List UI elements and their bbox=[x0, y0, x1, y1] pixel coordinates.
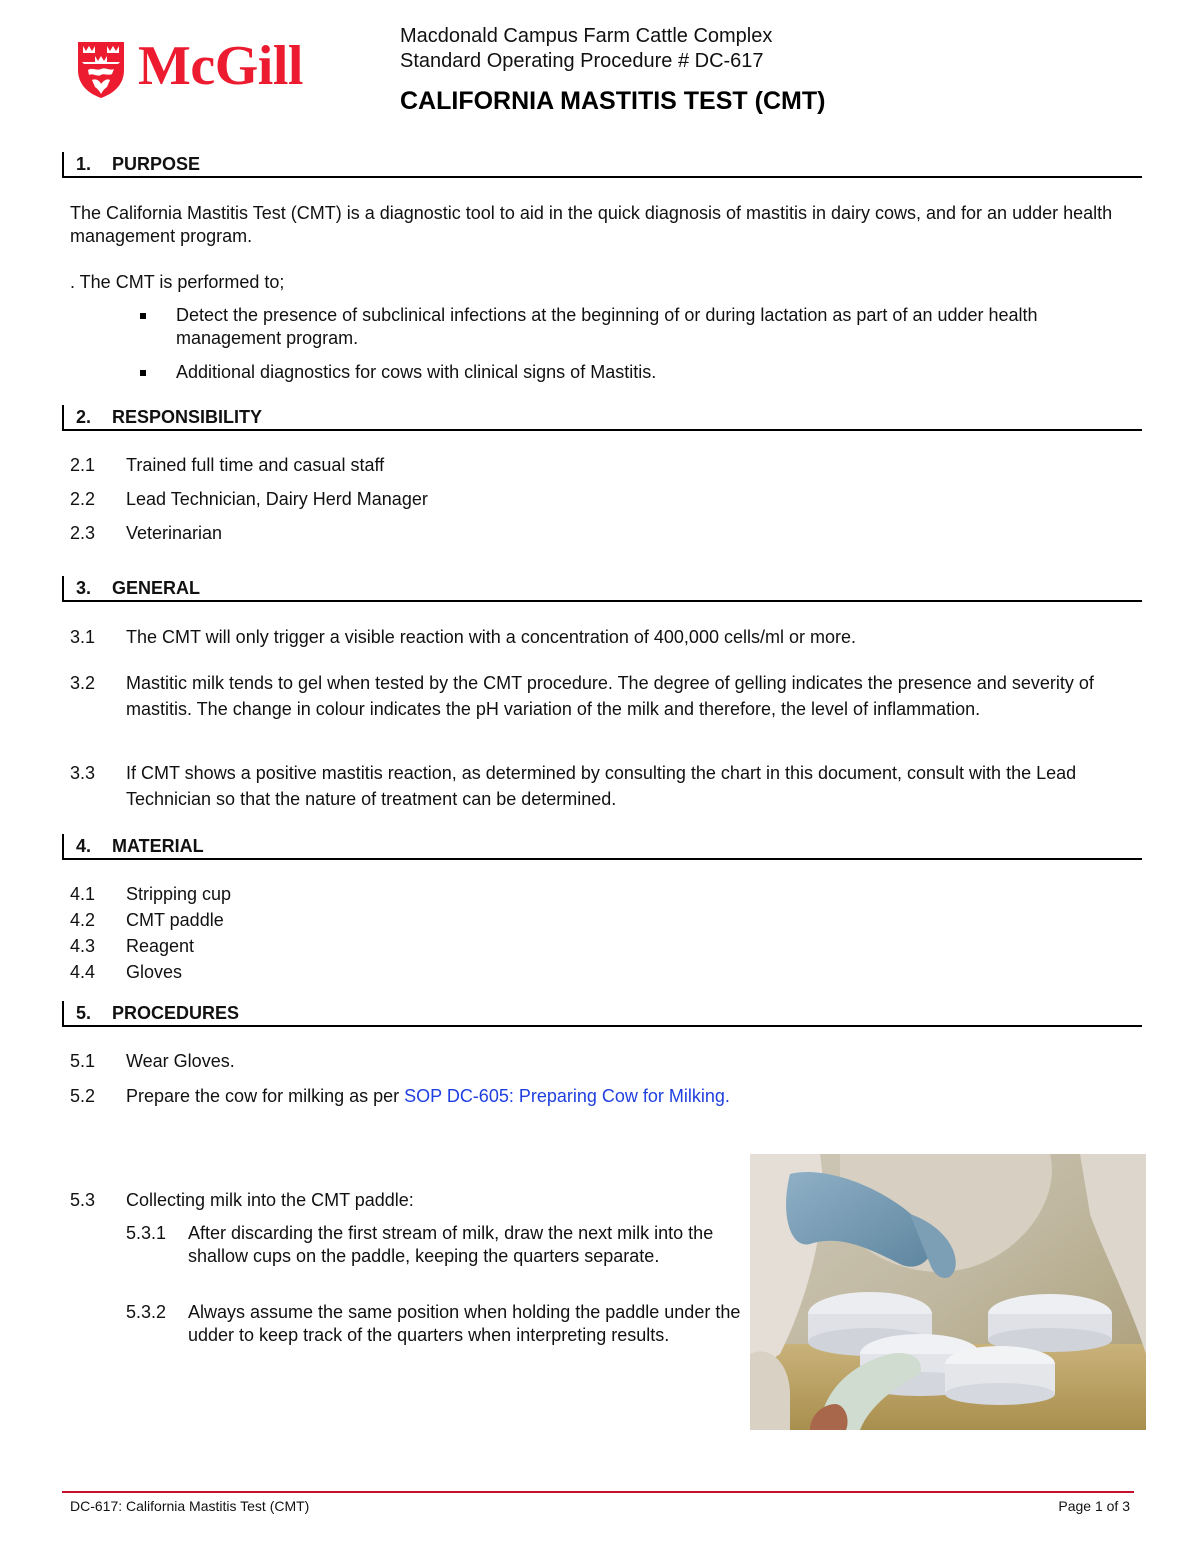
mcgill-logo bbox=[76, 35, 336, 102]
item-text: The CMT will only trigger a visible reaction with a concentration of 400,000 cells/ml or more. bbox=[126, 627, 856, 647]
mcgill-shield-icon bbox=[76, 40, 126, 100]
list-item bbox=[70, 907, 1130, 933]
footer-page-number: Page 1 of 3 bbox=[1058, 1498, 1130, 1514]
section-heading-responsibility bbox=[62, 405, 1142, 431]
item-text: Reagent bbox=[126, 936, 195, 956]
item-number: 2.1 bbox=[70, 455, 96, 475]
item-number: 2.2 bbox=[70, 489, 96, 509]
item-text: Always assume the same position when holding the paddle under the udder to keep track of the quarters when interpreting results. bbox=[188, 1302, 741, 1345]
section-heading-general bbox=[62, 576, 1142, 602]
item-text: CMT paddle bbox=[126, 910, 224, 930]
list-item bbox=[70, 959, 1130, 985]
item-number: 5.3.1 bbox=[126, 1223, 167, 1243]
section-heading-material bbox=[62, 834, 1142, 860]
list-item bbox=[70, 881, 1130, 907]
item-number: 3.2 bbox=[70, 673, 96, 693]
item-number: 2.3 bbox=[70, 523, 96, 543]
item-text: Collecting milk into the CMT paddle: bbox=[126, 1190, 414, 1210]
item-text bbox=[126, 1083, 1126, 1109]
section-label: PROCEDURES bbox=[112, 1003, 240, 1023]
list-item bbox=[70, 670, 1130, 748]
list-item bbox=[70, 486, 1130, 512]
list-item bbox=[70, 760, 1130, 812]
section-label: RESPONSIBILITY bbox=[112, 407, 263, 427]
item-text: If CMT shows a positive mastitis reaction, as determined by consulting the chart in this document, consult with the Lead Technician so that the nature of treatment can be determined. bbox=[126, 763, 1077, 809]
item-text: Wear Gloves. bbox=[126, 1051, 235, 1071]
document-title: CALIFORNIA MASTITIS TEST (CMT) bbox=[400, 87, 826, 115]
section-number: 4. bbox=[76, 836, 92, 856]
sub-list-item bbox=[126, 1222, 746, 1292]
cmt-paddle-photo bbox=[750, 1154, 1146, 1430]
logo-wordmark: McGill bbox=[138, 35, 303, 97]
sub-list-item bbox=[126, 1301, 746, 1371]
list-item bbox=[70, 933, 1130, 959]
list-item bbox=[70, 520, 1130, 546]
sop-dc-605-link[interactable]: SOP DC-605: Preparing Cow for Milking. bbox=[404, 1086, 730, 1106]
section-label: GENERAL bbox=[112, 578, 201, 598]
section-label: MATERIAL bbox=[112, 836, 204, 856]
cmt-paddle-illustration bbox=[750, 1154, 1146, 1430]
footer-document-id: DC-617: California Mastitis Test (CMT) bbox=[70, 1498, 310, 1514]
section-heading-purpose bbox=[62, 152, 1142, 178]
item-number: 3.1 bbox=[70, 627, 96, 647]
list-item bbox=[70, 452, 1130, 478]
section-number: 5. bbox=[76, 1003, 92, 1023]
list-item bbox=[70, 1048, 1130, 1074]
item-text: Gloves bbox=[126, 962, 183, 982]
bullet-text: Detect the presence of subclinical infections at the beginning of or during lactation as part of an udder health management program. bbox=[176, 305, 1038, 348]
section-number: 2. bbox=[76, 407, 92, 427]
header-organization: Macdonald Campus Farm Cattle Complex bbox=[400, 25, 773, 47]
section-number: 1. bbox=[76, 154, 92, 174]
item-number: 5.3 bbox=[70, 1190, 96, 1210]
item-number: 4.2 bbox=[70, 910, 96, 930]
item-number: 3.3 bbox=[70, 763, 96, 783]
header-sop-number: Standard Operating Procedure # DC-617 bbox=[400, 50, 764, 72]
bullet-icon bbox=[140, 313, 146, 319]
section-number: 3. bbox=[76, 578, 92, 598]
item-text: After discarding the first stream of milk, draw the next milk into the shallow cups on the paddle, keeping the quarters separate. bbox=[188, 1223, 714, 1266]
item-text-prefix: Prepare the cow for milking as per bbox=[126, 1086, 405, 1106]
item-number: 4.4 bbox=[70, 962, 96, 982]
item-text: Stripping cup bbox=[126, 884, 232, 904]
item-number: 4.3 bbox=[70, 936, 96, 956]
item-text: Lead Technician, Dairy Herd Manager bbox=[126, 489, 428, 509]
item-text: Veterinarian bbox=[126, 523, 223, 543]
section-heading-procedures bbox=[62, 1001, 1142, 1027]
item-number: 4.1 bbox=[70, 884, 96, 904]
bullet-text: Additional diagnostics for cows with clinical signs of Mastitis. bbox=[176, 362, 657, 382]
bullet-icon bbox=[140, 370, 146, 376]
item-number: 5.3.2 bbox=[126, 1302, 167, 1322]
item-text: Trained full time and casual staff bbox=[126, 455, 385, 475]
purpose-intro: . The CMT is performed to; bbox=[70, 272, 285, 292]
item-text: Mastitic milk tends to gel when tested by the CMT procedure. The degree of gelling indicates the presence and severity of mastitis. The change in colour indicates the pH variation of the milk and therefore, the level of inflammation. bbox=[126, 673, 1094, 719]
purpose-paragraph: The California Mastitis Test (CMT) is a diagnostic tool to aid in the quick diagnosis of mastitis in dairy cows, and for an udder health management program. bbox=[70, 203, 1113, 246]
list-item bbox=[70, 1083, 1130, 1109]
item-number: 5.2 bbox=[70, 1086, 96, 1106]
footer-divider bbox=[62, 1491, 1134, 1493]
section-label: PURPOSE bbox=[112, 154, 201, 174]
list-item bbox=[70, 624, 1130, 650]
item-number: 5.1 bbox=[70, 1051, 96, 1071]
